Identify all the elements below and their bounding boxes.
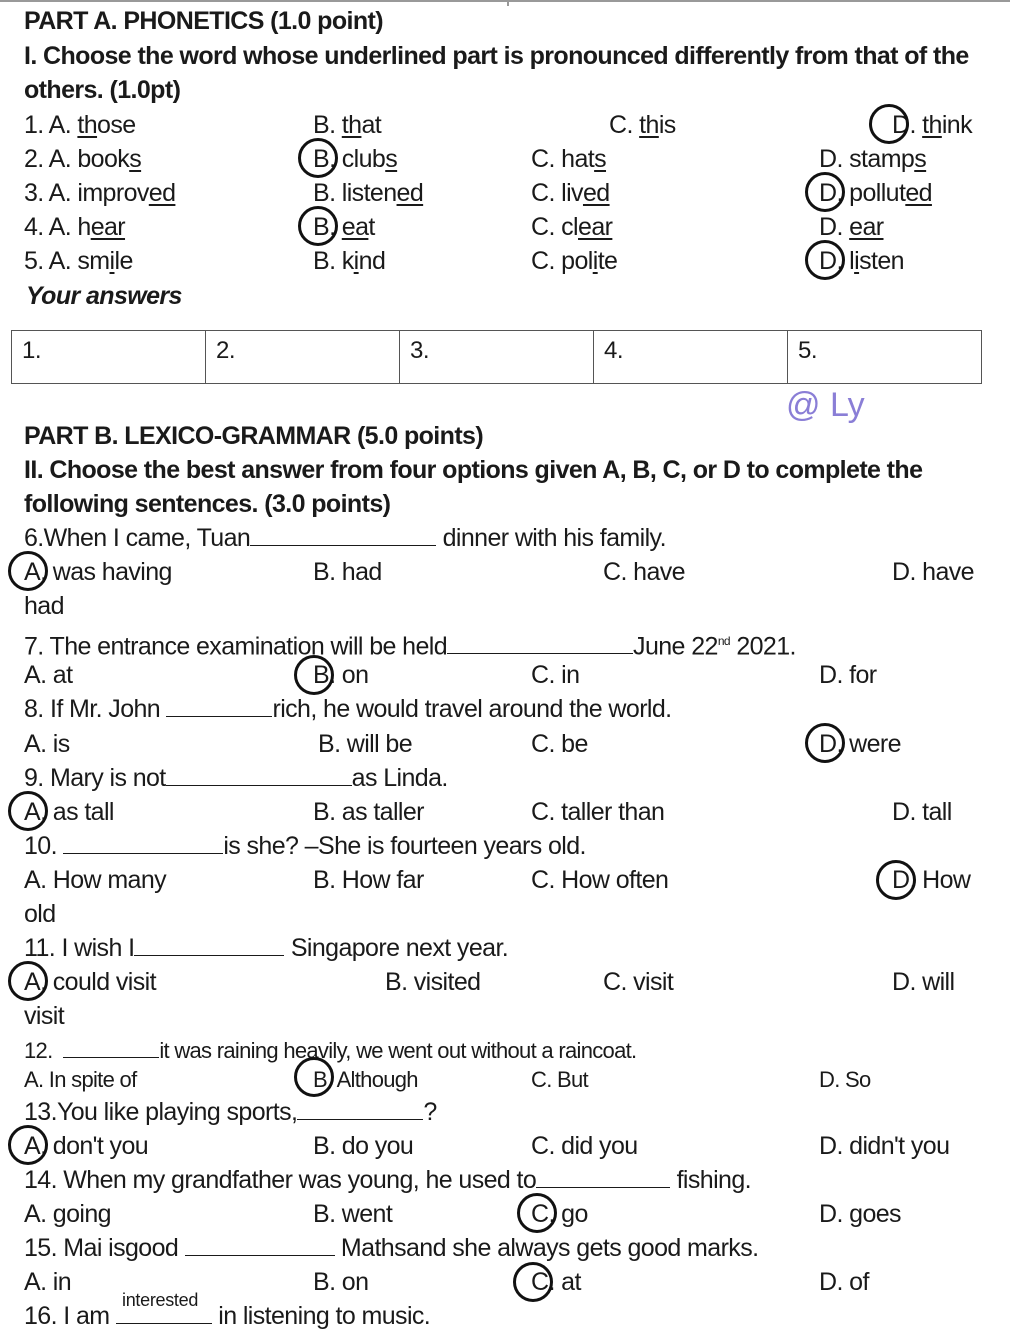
q9-option-a: A. as tall [24, 798, 114, 826]
q8-stem: 8. If Mr. John rich, he would travel around the world. [24, 695, 672, 723]
answer-circle-q11 [8, 961, 48, 1001]
q9-option-d: D. tall [892, 798, 952, 826]
q15-option-c: C. at [531, 1268, 581, 1296]
q3-option-b: B. listened [313, 179, 424, 207]
answer-cell-2[interactable]: 2. [206, 331, 400, 384]
q14-option-b: B. went [313, 1200, 393, 1228]
q12-stem: 12. it was raining heavily, we went out without a raincoat. [24, 1038, 637, 1063]
q9-option-b: B. as taller [313, 798, 424, 826]
part-a-instruction-1: I. Choose the word whose underlined part is pronounced differently from that of the [24, 42, 969, 70]
part-b-instruction-1: II. Choose the best answer from four options given A, B, C, or D to complete the [24, 456, 923, 484]
q3-option-c: C. lived [531, 179, 610, 207]
q11-option-b: B. visited [385, 968, 481, 996]
answer-cell-3[interactable]: 3. [400, 331, 594, 384]
q14-option-c: C. go [531, 1200, 588, 1228]
q15-option-b: B. on [313, 1268, 369, 1296]
q13-option-b: B. do you [313, 1132, 414, 1160]
answer-circle-q9 [8, 791, 48, 831]
part-a-instruction-2: others. (1.0pt) [24, 76, 181, 104]
q10-option-d: D. How [892, 866, 971, 894]
q1-option-b: B. that [313, 111, 382, 139]
q12-option-b: B. Although [313, 1067, 418, 1092]
q11-stem: 11. I wish I Singapore next year. [24, 934, 509, 962]
q13-stem: 13.You like playing sports, ? [24, 1098, 437, 1126]
q6-option-b: B. had [313, 558, 382, 586]
q4-option-d: D. ear [819, 213, 884, 241]
q11-option-d: D. will [892, 968, 955, 996]
answer-cell-1[interactable]: 1. [12, 331, 206, 384]
q2-option-d: D. stamps [819, 145, 927, 173]
answer-circle-q12 [294, 1057, 334, 1097]
q14-stem: 14. When my grandfather was young, he used to fishing. [24, 1166, 751, 1194]
q11-option-a: A. could visit [24, 968, 156, 996]
q11-option-c: C. visit [603, 968, 674, 996]
part-b-instruction-2: following sentences. (3.0 points) [24, 490, 391, 518]
your-answers-label: Your answers [26, 282, 182, 310]
q2-option-a: 2. A. books [24, 145, 142, 173]
q7-option-c: C. in [531, 661, 580, 689]
q13-option-d: D. didn't you [819, 1132, 950, 1160]
q6-option-a: A. was having [24, 558, 172, 586]
part-a-title: PART A. PHONETICS (1.0 point) [24, 7, 383, 35]
q5-option-c: C. polite [531, 247, 618, 275]
q4-option-b: B. eat [313, 213, 375, 241]
answer-circle-q13 [8, 1125, 48, 1165]
answer-circle-q6 [8, 551, 48, 591]
answer-circle-q7 [294, 655, 334, 695]
answer-circle-q10 [876, 860, 916, 900]
part-b-title: PART B. LEXICO-GRAMMAR (5.0 points) [24, 422, 484, 450]
answer-cell-4[interactable]: 4. [594, 331, 788, 384]
q6-stem: 6.When I came, Tuan dinner with his family. [24, 524, 666, 552]
top-border [0, 0, 1010, 2]
q10-stem: 10. is she? –She is fourteen years old. [24, 832, 586, 860]
q16-handwritten-answer: interested [122, 1290, 199, 1310]
q4-option-a: 4. A. hear [24, 213, 126, 241]
q13-option-c: C. did you [531, 1132, 638, 1160]
top-border-divider [507, 0, 509, 6]
q6-option-c: C. have [603, 558, 685, 586]
q9-stem: 9. Mary is not as Linda. [24, 764, 448, 792]
q13-option-a: A. don't you [24, 1132, 149, 1160]
q3-option-d: D. polluted [819, 179, 932, 207]
answer-cell-5[interactable]: 5. [788, 331, 982, 384]
q12-option-d: D. So [819, 1067, 871, 1092]
q9-option-c: C. taller than [531, 798, 665, 826]
watermark: @ Ly [786, 386, 865, 424]
q7-option-d: D. for [819, 661, 877, 689]
q10-option-d-continued: old [24, 900, 56, 928]
q1-option-c: C. this [609, 111, 676, 139]
q6-option-d-continued: had [24, 592, 64, 620]
q7-option-a: A. at [24, 661, 73, 689]
q10-option-c: C. How often [531, 866, 669, 894]
q15-option-a: A. in [24, 1268, 72, 1296]
q8-option-b: B. will be [318, 730, 413, 758]
q8-option-d: D. were [819, 730, 901, 758]
q10-option-a: A. How many [24, 866, 167, 894]
q8-option-c: C. be [531, 730, 588, 758]
q15-stem: 15. Mai isgood Mathsand she always gets good marks. [24, 1234, 759, 1262]
q12-option-a: A. In spite of [24, 1067, 137, 1092]
answer-table [11, 330, 982, 384]
q14-option-a: A. going [24, 1200, 111, 1228]
q4-option-c: C. clear [531, 213, 613, 241]
q1-option-d: D. think [892, 111, 972, 139]
q5-option-a: 5. A. smile [24, 247, 133, 275]
answer-circle-q15 [513, 1262, 553, 1302]
q5-option-b: B. kind [313, 247, 386, 275]
q15-option-d: D. of [819, 1268, 869, 1296]
q2-option-c: C. hats [531, 145, 607, 173]
q7-option-b: B. on [313, 661, 369, 689]
q10-option-b: B. How far [313, 866, 424, 894]
q2-option-b: B. clubs [313, 145, 398, 173]
q5-option-d: D. listen [819, 247, 904, 275]
answer-circle-q8 [805, 723, 845, 763]
answer-circle-q4 [298, 206, 338, 246]
q11-option-d-continued: visit [24, 1002, 65, 1030]
answer-circle-q1 [869, 104, 909, 144]
answer-circle-q14 [517, 1193, 557, 1233]
answer-circle-q2 [298, 138, 338, 178]
q14-option-d: D. goes [819, 1200, 901, 1228]
answer-circle-q5 [805, 240, 845, 280]
q12-option-c: C. But [531, 1067, 588, 1092]
q6-option-d: D. have [892, 558, 974, 586]
q7-stem: 7. The entrance examination will be held June 22nd 2021. [24, 632, 796, 661]
q16-stem: 16. I am in listening to music. [24, 1302, 431, 1330]
q8-option-a: A. is [24, 730, 70, 758]
answer-circle-q3 [805, 172, 845, 212]
q3-option-a: 3. A. improved [24, 179, 176, 207]
q1-option-a: 1. A. those [24, 111, 136, 139]
